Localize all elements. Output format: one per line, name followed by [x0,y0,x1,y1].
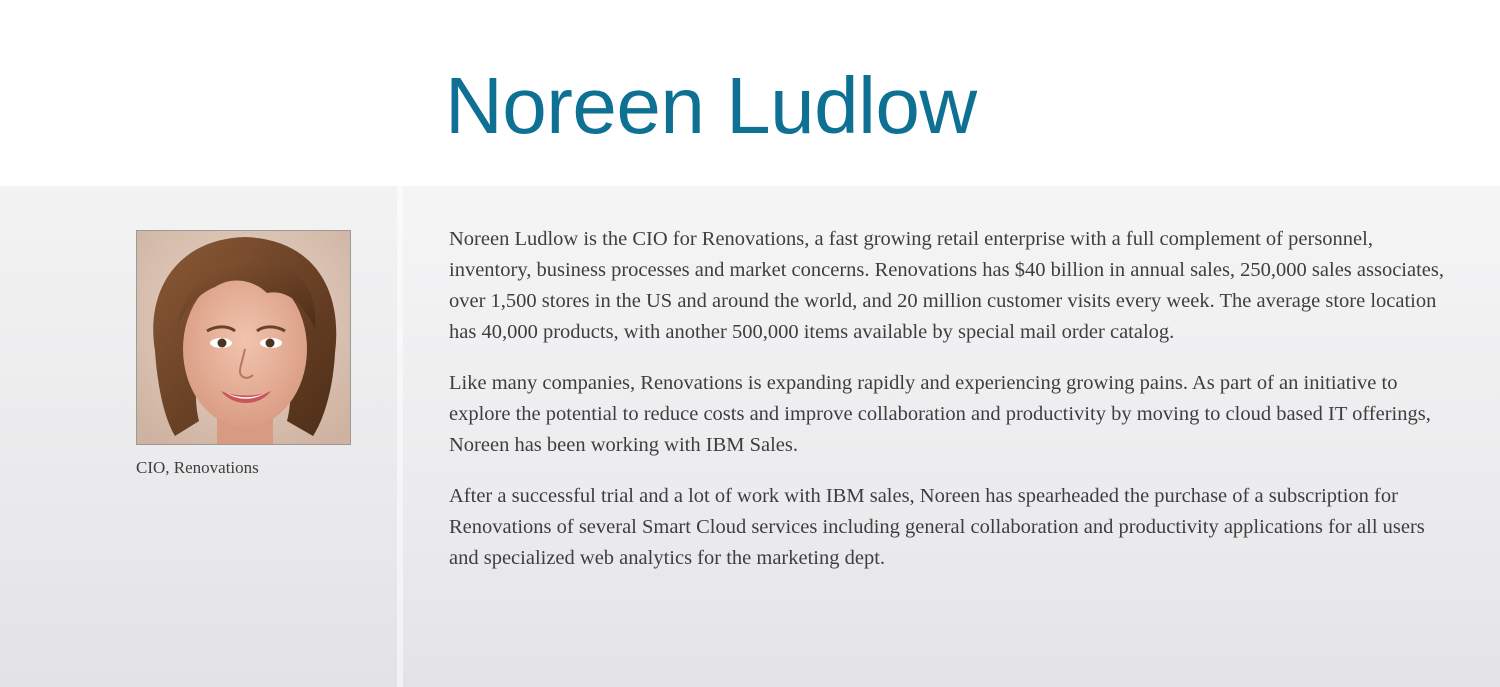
portrait-caption: CIO, Renovations [136,458,259,477]
column-divider [397,186,403,687]
bio-paragraph-3: After a successful trial and a lot of work with IBM sales, Noreen has spearheaded the purchase of a subscription for Renovations of several Smart Cloud services including general collaboration and productivity applications for all users and specialized web analytics for the marketing dept. [449,485,1425,569]
bio-paragraph-2: Like many companies, Renovations is expanding rapidly and experiencing growing pains. As part of an initiative to explore the potential to reduce costs and improve collaboration and productivity by moving to cloud based IT offerings, Noreen has been working with IBM Sales. [449,372,1431,456]
portrait-photo [136,230,351,445]
profile-sidebar [0,186,397,687]
page-title: Noreen Ludlow [445,61,977,150]
portrait-illustration [137,231,350,444]
profile-body [0,186,1500,687]
header [0,0,1500,186]
bio-paragraph-1: Noreen Ludlow is the CIO for Renovations, a fast growing retail enterprise with a full complement of personnel, inventory, business processes and market concerns. Renovations has $40 billion in annual sales, 250,000 sales associates, over 1,500 stores in the US and around the world, and 20 million customer visits every week. The average store location has 40,000 products, with another 500,000 items available by special mail order catalog. [449,228,1444,343]
bio-text [449,224,1451,594]
